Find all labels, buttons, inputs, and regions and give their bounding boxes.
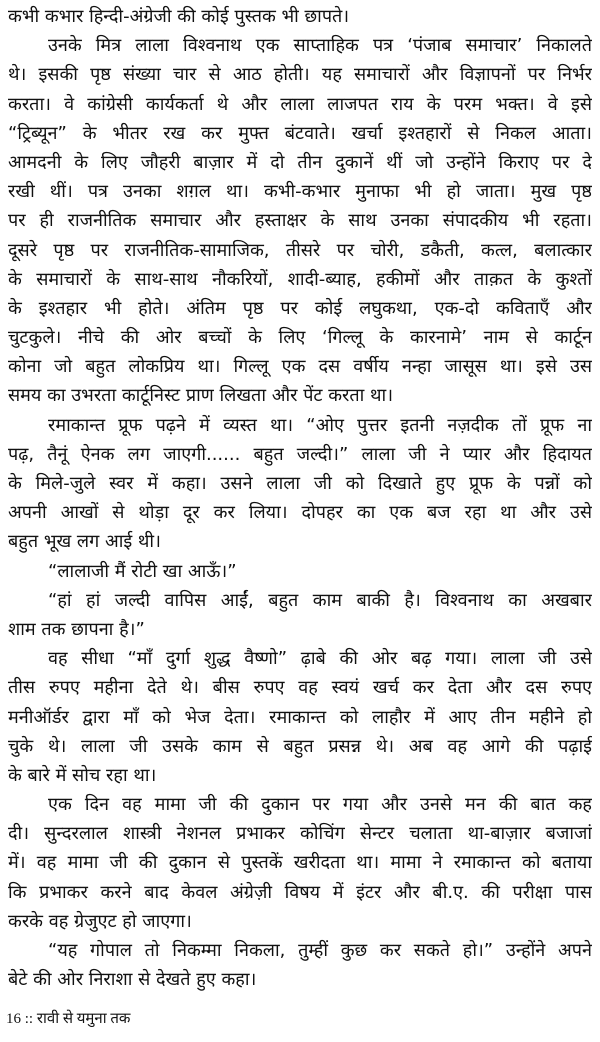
text-line: एक दिन वह मामा जी की दुकान पर गया और उनसे मन की बात कह <box>48 794 592 816</box>
paragraph <box>8 586 592 644</box>
text-line: कि प्रभाकर करने बाद केवल अंग्रेज़ी विषय में इंटर और बी.ए. की परीक्षा पास <box>8 881 592 903</box>
text-line: पढ़, तैनूं ऐनक लग जाएगी...... बहुत जल्दी।” लाला जी ने प्यार और हिदायत <box>8 443 592 465</box>
text-line: दी। सुन्दरलाल शास्त्री नेशनल प्रभाकर कोचिंग सेन्टर चलाता था-बाज़ार बजाजां <box>8 823 592 845</box>
book-title: रावी से यमुना तक <box>36 1011 131 1027</box>
page-body <box>8 2 592 994</box>
text-line: के समाचारों के साथ-साथ नौकरियों, शादी-ब्याह, हकीमों और ताक़त के कुश्तों <box>8 268 592 290</box>
text-line: दूसरे पृष्ठ पर राजनीतिक-सामाजिक, तीसरे पर चोरी, डकैती, कत्ल, बलात्कार <box>8 239 592 261</box>
text-line: आमदनी के लिए जौहरी बाज़ार में दो तीन दुकानें थीं जो उन्होंने किराए पर दे <box>8 151 592 173</box>
text-line: अपनी आखों से थोड़ा दूर कर लिया। दोपहर का एक बज रहा था और उसे <box>8 502 592 524</box>
text-line: थे। इसकी पृष्ठ संख्या चार से आठ होती। यह समाचारों और विज्ञापनों पर निर्भर <box>8 64 592 86</box>
paragraph <box>8 2 592 31</box>
text-line: वह सीधा “माँ दुर्गा शुद्ध वैष्णो” ढ़ाबे की ओर बढ़ गया। लाला जी उसे <box>48 648 592 670</box>
paragraph <box>8 31 592 410</box>
text-line: शाम तक छापना है।” <box>8 618 145 640</box>
page-footer <box>6 1008 130 1028</box>
text-line: कभी कभार हिन्दी-अंग्रेजी की कोई पुस्तक भी छापते। <box>8 6 350 27</box>
text-line: करके वह ग्रेजुएट हो जाएगा। <box>8 910 192 932</box>
text-line: रमाकान्त प्रूफ पढ़ने में व्यस्त था। “ओए पुत्तर इतनी नज़दीक तों प्रूफ ना <box>48 414 592 436</box>
text-line: “यह गोपाल तो निकम्मा निकला, तुम्हीं कुछ कर सकते हो।” उन्होंने अपने <box>48 940 592 961</box>
text-line: चुटकुले। नीचे की ओर बच्चों के लिए ‘गिल्लू के कारनामे’ नाम से कार्टून <box>8 327 592 349</box>
text-line: के बारे में सोच रहा था। <box>8 764 157 786</box>
text-line: करता। वे कांग्रेसी कार्यकर्ता थे और लाला लाजपत राय के परम भक्त। वे इसे <box>8 93 592 115</box>
text-line: चुके थे। लाला जी उसके काम से बहुत प्रसन्न थे। अब वह आगे की पढ़ाई <box>8 735 592 757</box>
text-line: पर ही राजनीतिक समाचार और हस्ताक्षर के साथ उनका संपादकीय भी रहता। <box>8 210 592 232</box>
text-line: के मिले-जुले स्वर में कहा। उसने लाला जी को दिखाते हुए प्रूफ के पन्नों को <box>8 473 592 494</box>
text-line: मनीऑर्डर द्वारा माँ को भेज देता। रमाकान्त को लाहौर में आए तीन महीने हो <box>8 706 592 728</box>
text-line: समय का उभरता कार्टूनिस्ट प्राण लिखता और पेंट करता था। <box>8 385 394 407</box>
text-line: “ट्रिब्यून” के भीतर रख कर मुफ्त बंटवाते। खर्चा इश्तहारों से निकल आता। <box>8 122 592 144</box>
paragraph <box>8 936 592 994</box>
text-line: “लालाजी मैं रोटी खा आऊँ।” <box>48 560 237 582</box>
text-line: कोना जो बहुत लोकप्रिय था। गिल्लू एक दस वर्षीय नन्हा जासूस था। इसे उस <box>8 356 592 378</box>
page-number: 16 <box>6 1011 21 1027</box>
text-line: में। वह मामा जी की दुकान से पुस्तकें खरीदता था। मामा ने रमाकान्त को बताया <box>8 852 592 874</box>
text-line: बहुत भूख लग आई थी। <box>8 531 161 553</box>
text-line: बेटे की ओर निराशा से देखते हुए कहा। <box>8 969 257 991</box>
paragraph <box>8 557 592 586</box>
text-line: रखी थीं। पत्र उनका शग़ल था। कभी-कभार मुनाफा भी हो जाता। मुख पृष्ठ <box>8 181 592 203</box>
text-line: तीस रुपए महीना देते थे। बीस रुपए वह स्वयं खर्च कर देता और दस रुपए <box>8 677 592 699</box>
paragraph <box>8 644 592 790</box>
footer-separator: :: <box>24 1011 34 1027</box>
text-line: के इश्तहार भी होते। अंतिम पृष्ठ पर कोई लघुकथा, एक-दो कविताएँ और <box>8 297 592 319</box>
paragraph <box>8 411 592 557</box>
text-line: उनके मित्र लाला विश्वनाथ एक साप्ताहिक पत्र ‘पंजाब समाचार’ निकालते <box>48 35 592 57</box>
paragraph <box>8 790 592 936</box>
text-line: “हां हां जल्दी वापिस आईं, बहुत काम बाकी है। विश्वनाथ का अखबार <box>48 589 592 611</box>
